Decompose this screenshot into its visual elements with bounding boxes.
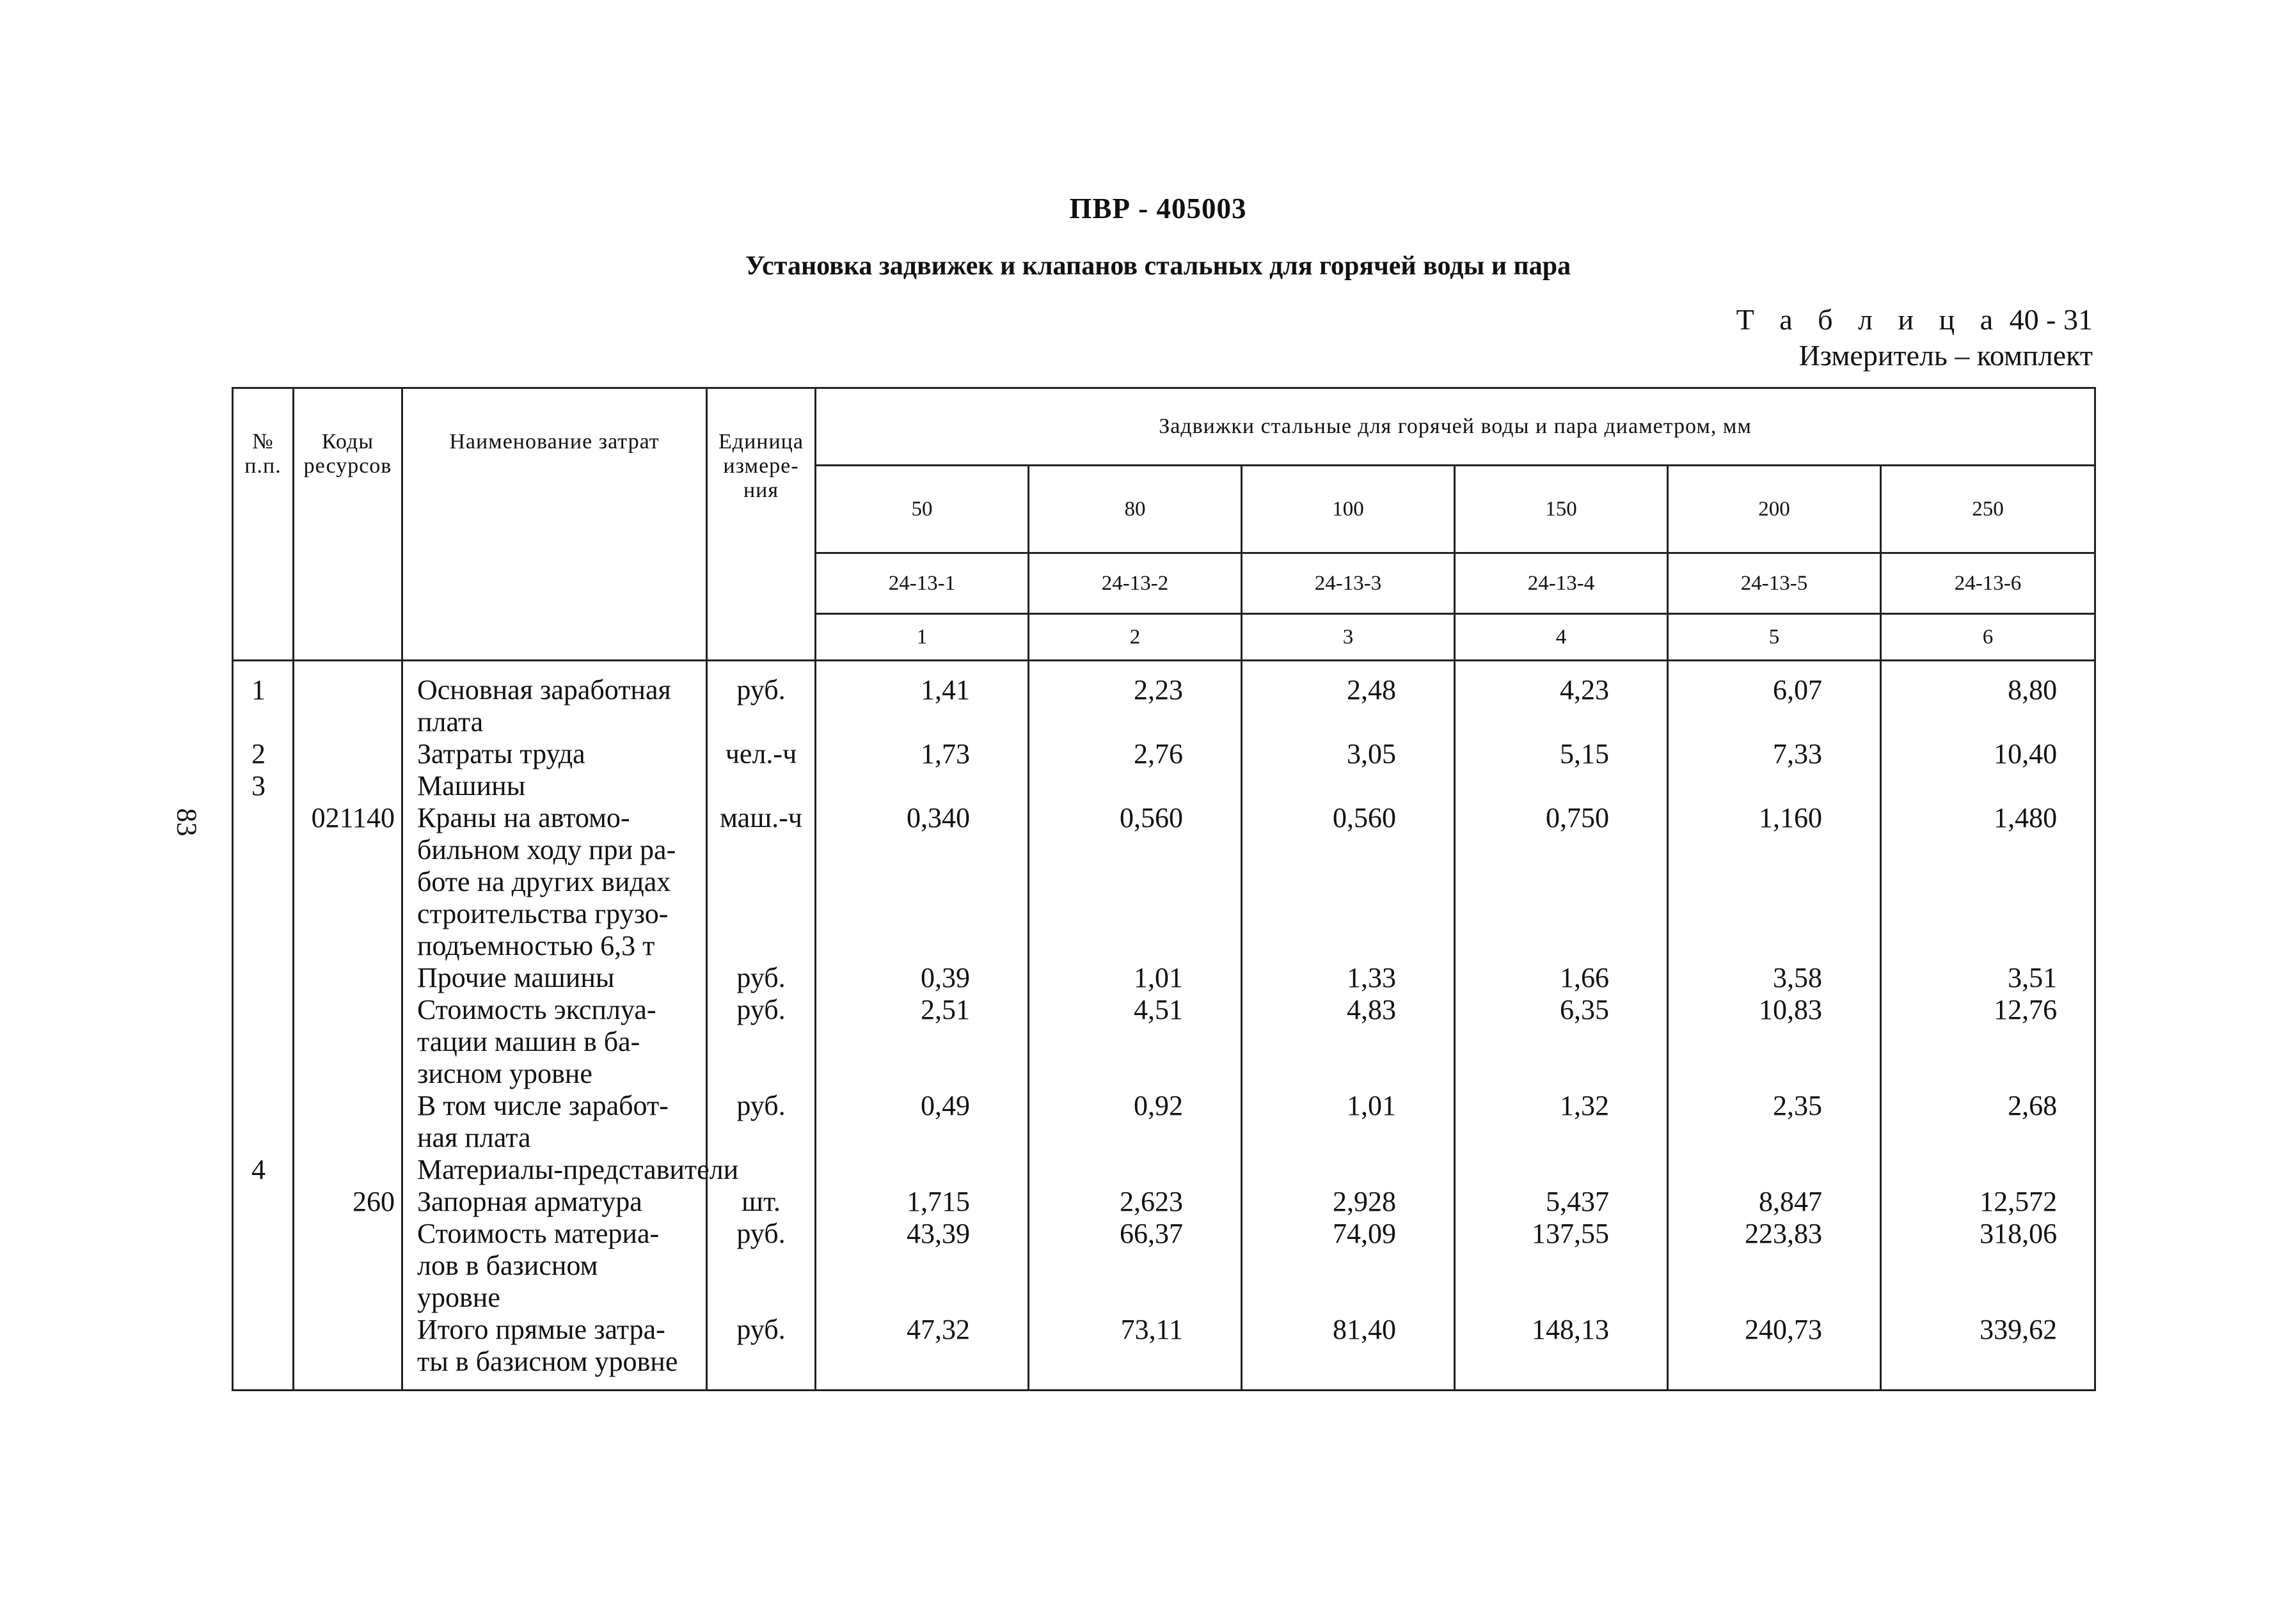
- empty-cell: [1029, 1154, 1242, 1186]
- value-cell: 0,39: [816, 962, 1029, 994]
- unit: руб.: [707, 1090, 816, 1154]
- table-caption: [1736, 302, 2093, 374]
- unit: руб.: [707, 962, 816, 994]
- header-norm-code: 24-13-5: [1668, 553, 1881, 614]
- table-row: [233, 1154, 2095, 1186]
- resource-code: [294, 1090, 402, 1154]
- value-cell: 339,62: [1881, 1314, 2095, 1391]
- value-cell: 2,68: [1881, 1090, 2095, 1154]
- cost-name-line: Итого прямые затра-: [417, 1314, 665, 1345]
- document-code: ПВР - 405003: [1069, 193, 1247, 225]
- empty-cell: [1455, 1154, 1668, 1186]
- value-cell: 8,80: [1881, 661, 2095, 739]
- cost-name-line: тации машин в ба-: [417, 1026, 640, 1057]
- value-cell: 12,572: [1881, 1186, 2095, 1218]
- value-cell: 0,560: [1029, 802, 1242, 962]
- value-cell: 1,73: [816, 738, 1029, 770]
- value-cell: 10,83: [1668, 994, 1881, 1090]
- table-row: [233, 962, 2095, 994]
- empty-cell: [1455, 770, 1668, 802]
- value-cell: 318,06: [1881, 1218, 2095, 1314]
- table-row: [233, 802, 2095, 962]
- header-column-number: 2: [1029, 614, 1242, 661]
- value-cell: 0,750: [1455, 802, 1668, 962]
- value-cell: 1,33: [1242, 962, 1455, 994]
- value-cell: 2,928: [1242, 1186, 1455, 1218]
- value-cell: 1,160: [1668, 802, 1881, 962]
- table-measure: Измеритель – комплект: [1798, 339, 2093, 372]
- value-cell: 8,847: [1668, 1186, 1881, 1218]
- value-cell: 2,51: [816, 994, 1029, 1090]
- unit: руб.: [707, 1218, 816, 1314]
- value-cell: 1,41: [816, 661, 1029, 739]
- cost-name: [402, 1090, 707, 1154]
- header-norm-code: 24-13-3: [1242, 553, 1455, 614]
- value-cell: 12,76: [1881, 994, 2095, 1090]
- unit: руб.: [707, 661, 816, 739]
- section-heading: Материалы-представители: [402, 1154, 707, 1186]
- cost-name: [402, 1314, 707, 1391]
- unit: руб.: [707, 994, 816, 1090]
- value-cell: 223,83: [1668, 1218, 1881, 1314]
- unit: шт.: [707, 1186, 816, 1218]
- resource-code: 260: [294, 1186, 402, 1218]
- resource-code: [294, 1154, 402, 1186]
- row-number: 1: [233, 661, 294, 739]
- table-row: [233, 994, 2095, 1090]
- header-norm-code: 24-13-4: [1455, 553, 1668, 614]
- document-title: Установка задвижек и клапанов стальных для горячей воды и пара: [745, 251, 1571, 281]
- cost-name-line: ная плата: [417, 1122, 531, 1153]
- value-cell: 81,40: [1242, 1314, 1455, 1391]
- value-cell: 3,58: [1668, 962, 1881, 994]
- cost-name-line: лов в базисном: [417, 1250, 598, 1281]
- table-header: [233, 388, 2095, 661]
- row-number: [233, 994, 294, 1090]
- value-cell: 47,32: [816, 1314, 1029, 1391]
- cost-name-line: Затраты труда: [417, 738, 585, 769]
- value-cell: 0,92: [1029, 1090, 1242, 1154]
- table-label: Т а б л и ц а: [1736, 303, 2003, 336]
- header-diameter: 200: [1668, 466, 1881, 553]
- value-cell: 3,05: [1242, 738, 1455, 770]
- value-cell: 4,83: [1242, 994, 1455, 1090]
- row-number: [233, 1314, 294, 1391]
- unit: руб.: [707, 1314, 816, 1391]
- value-cell: 2,35: [1668, 1090, 1881, 1154]
- table-label-line: [1736, 302, 2093, 338]
- table-row: [233, 1186, 2095, 1218]
- value-cell: 3,51: [1881, 962, 2095, 994]
- header-column-number: 1: [816, 614, 1029, 661]
- value-cell: 1,480: [1881, 802, 2095, 962]
- table-number: 40 - 31: [2009, 303, 2093, 336]
- value-cell: 74,09: [1242, 1218, 1455, 1314]
- cost-name-line: Стоимость эксплуа-: [417, 994, 656, 1025]
- header-norm-code: 24-13-1: [816, 553, 1029, 614]
- value-cell: 5,15: [1455, 738, 1668, 770]
- row-number: [233, 1186, 294, 1218]
- row-number: 2: [233, 738, 294, 770]
- section-heading: Машины: [402, 770, 707, 802]
- table-row: [233, 1090, 2095, 1154]
- resource-code: [294, 661, 402, 739]
- empty-cell: [816, 1154, 1029, 1186]
- header-unit: Единица измере- ния: [707, 388, 816, 661]
- row-number: [233, 802, 294, 962]
- cost-name-line: строительства грузо-: [417, 898, 669, 929]
- header-number: № п.п.: [233, 388, 294, 661]
- cost-name-line: подъемностью 6,3 т: [417, 930, 655, 961]
- cost-name: [402, 661, 707, 739]
- resource-code: 021140: [294, 802, 402, 962]
- table-row: [233, 738, 2095, 770]
- cost-name-line: ты в базисном уровне: [417, 1346, 678, 1377]
- header-group: Задвижки стальные для горячей воды и пара диаметром, мм: [816, 388, 2095, 466]
- cost-name: [402, 802, 707, 962]
- value-cell: 2,48: [1242, 661, 1455, 739]
- value-cell: 240,73: [1668, 1314, 1881, 1391]
- cost-name-line: Прочие машины: [417, 962, 615, 993]
- cost-name: [402, 1218, 707, 1314]
- table-row: [233, 1218, 2095, 1314]
- empty-cell: [1881, 1154, 2095, 1186]
- header-diameter: 80: [1029, 466, 1242, 553]
- value-cell: 66,37: [1029, 1218, 1242, 1314]
- empty-cell: [1242, 770, 1455, 802]
- row-number: [233, 1218, 294, 1314]
- cost-name-line: Запорная арматура: [417, 1186, 642, 1217]
- value-cell: 148,13: [1455, 1314, 1668, 1391]
- resource-code: [294, 1314, 402, 1391]
- empty-cell: [707, 770, 816, 802]
- value-cell: 1,32: [1455, 1090, 1668, 1154]
- cost-name-line: Стоимость материа-: [417, 1218, 660, 1249]
- cost-name-line: В том числе заработ-: [417, 1090, 669, 1121]
- value-cell: 0,49: [816, 1090, 1029, 1154]
- header-diameter: 50: [816, 466, 1029, 553]
- empty-cell: [1668, 1154, 1881, 1186]
- value-cell: 1,01: [1029, 962, 1242, 994]
- empty-cell: [816, 770, 1029, 802]
- value-cell: 2,623: [1029, 1186, 1242, 1218]
- cost-name: [402, 962, 707, 994]
- value-cell: 4,51: [1029, 994, 1242, 1090]
- value-cell: 5,437: [1455, 1186, 1668, 1218]
- value-cell: 1,01: [1242, 1090, 1455, 1154]
- cost-name-line: плата: [417, 706, 484, 737]
- table-row: [233, 1314, 2095, 1391]
- value-cell: 0,340: [816, 802, 1029, 962]
- value-cell: 6,35: [1455, 994, 1668, 1090]
- header-diameter: 100: [1242, 466, 1455, 553]
- cost-name: [402, 738, 707, 770]
- value-cell: 6,07: [1668, 661, 1881, 739]
- empty-cell: [1029, 770, 1242, 802]
- table-row: [233, 661, 2095, 739]
- resource-code: [294, 738, 402, 770]
- value-cell: 1,715: [816, 1186, 1029, 1218]
- header-column-number: 4: [1455, 614, 1668, 661]
- cost-name-line: уровне: [417, 1282, 500, 1313]
- table-row: [233, 770, 2095, 802]
- cost-name: [402, 994, 707, 1090]
- header-column-number: 5: [1668, 614, 1881, 661]
- value-cell: 4,23: [1455, 661, 1668, 739]
- table-body: [233, 661, 2095, 1391]
- resource-code: [294, 770, 402, 802]
- resource-code: [294, 994, 402, 1090]
- header-norm-code: 24-13-2: [1029, 553, 1242, 614]
- cost-name-line: Основная заработная: [417, 674, 671, 706]
- empty-cell: [1881, 770, 2095, 802]
- header-name: Наименование затрат: [402, 388, 707, 661]
- value-cell: 137,55: [1455, 1218, 1668, 1314]
- cost-table: [232, 387, 2096, 1391]
- header-column-number: 3: [1242, 614, 1455, 661]
- empty-cell: [1242, 1154, 1455, 1186]
- cost-name: [402, 1186, 707, 1218]
- resource-code: [294, 962, 402, 994]
- value-cell: 0,560: [1242, 802, 1455, 962]
- value-cell: 2,23: [1029, 661, 1242, 739]
- header-codes: Коды ресурсов: [294, 388, 402, 661]
- unit: чел.-ч: [707, 738, 816, 770]
- header-norm-code: 24-13-6: [1881, 553, 2095, 614]
- row-number: 4: [233, 1154, 294, 1186]
- empty-cell: [1668, 770, 1881, 802]
- cost-name-line: Краны на автомо-: [417, 802, 630, 833]
- row-number: [233, 1090, 294, 1154]
- value-cell: 10,40: [1881, 738, 2095, 770]
- header-diameter: 150: [1455, 466, 1668, 553]
- cost-name-line: зисном уровне: [417, 1058, 592, 1089]
- cost-name-line: боте на других видах: [417, 866, 671, 897]
- value-cell: 7,33: [1668, 738, 1881, 770]
- page-number: 83: [171, 808, 203, 837]
- header-diameter: 250: [1881, 466, 2095, 553]
- row-number: [233, 962, 294, 994]
- value-cell: 43,39: [816, 1218, 1029, 1314]
- resource-code: [294, 1218, 402, 1314]
- header-column-number: 6: [1881, 614, 2095, 661]
- value-cell: 1,66: [1455, 962, 1668, 994]
- value-cell: 73,11: [1029, 1314, 1242, 1391]
- row-number: 3: [233, 770, 294, 802]
- unit: маш.-ч: [707, 802, 816, 962]
- cost-name-line: бильном ходу при ра-: [417, 834, 676, 865]
- value-cell: 2,76: [1029, 738, 1242, 770]
